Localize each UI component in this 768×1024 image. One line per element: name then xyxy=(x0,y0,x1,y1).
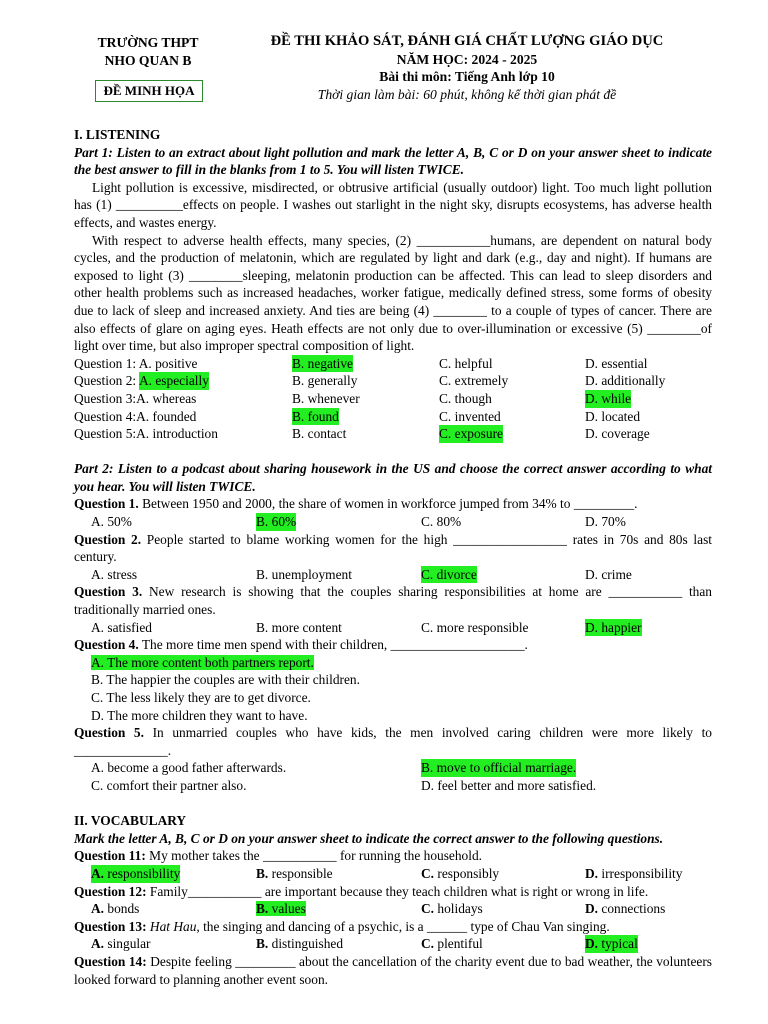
question-row-5 xyxy=(74,425,712,443)
q11-option-a[interactable] xyxy=(91,865,180,883)
q13-italic-term: Hat Hau xyxy=(146,918,197,934)
q11-c-text: responsibly xyxy=(434,865,500,881)
q13-options xyxy=(74,935,712,953)
q11-option-d[interactable] xyxy=(585,865,682,883)
q12-a-letter: A. xyxy=(91,901,105,917)
q11-a-letter: A. xyxy=(91,865,105,881)
exam-header xyxy=(240,33,694,103)
q14-number: Question 14: xyxy=(74,953,147,969)
p2-q2-option-a[interactable]: A. stress xyxy=(91,566,138,582)
q2-option-d[interactable]: D. additionally xyxy=(585,373,666,389)
q3-option-b[interactable]: B. whenever xyxy=(292,390,360,406)
school-line-2: NHO QUAN B xyxy=(104,52,192,68)
q12-option-c[interactable] xyxy=(421,900,483,918)
p2-q4-option-d[interactable]: D. The more children they want to have. xyxy=(91,707,308,723)
school-line-1: TRƯỜNG THPT xyxy=(97,35,199,50)
school-name xyxy=(78,34,218,69)
p2-q4-text: The more time men spend with their children, ____________________. xyxy=(138,637,528,653)
q5-option-b[interactable]: B. contact xyxy=(292,426,347,442)
p2-q4-option-a-line xyxy=(74,654,712,672)
p2-q3-options xyxy=(74,619,712,637)
p2-q1-option-a[interactable]: A. 50% xyxy=(91,514,132,530)
p2-q3-text: New research is showing that the couples sharing responsibilities at home are ___________ than traditionally married ones. xyxy=(74,584,713,618)
p2-q5-option-c[interactable]: C. comfort their partner also. xyxy=(91,777,247,793)
q13-option-a[interactable] xyxy=(91,935,151,953)
spacer xyxy=(74,795,712,813)
question-14 xyxy=(74,953,712,988)
q11-c-letter: C. xyxy=(421,865,435,881)
p2-q4-option-a[interactable]: A. The more content both partners report. xyxy=(91,654,314,670)
q4-label: Question 4:A. founded xyxy=(74,408,197,424)
q13-option-c[interactable] xyxy=(421,935,483,953)
q13-c-letter: C. xyxy=(421,936,435,952)
question-row-4 xyxy=(74,408,712,426)
q12-b-text: values xyxy=(268,901,306,917)
p2-q2-option-c[interactable]: C. divorce xyxy=(421,566,477,582)
p2-q2-options xyxy=(74,566,712,584)
q12-c-text: holidays xyxy=(434,901,483,917)
q11-option-c[interactable] xyxy=(421,865,499,883)
exam-time: Thời gian làm bài: 60 phút, không kể thời gian phát đề xyxy=(317,86,617,102)
q12-option-b[interactable] xyxy=(256,900,306,918)
p2-question-5 xyxy=(74,724,712,759)
q2-label: Question 2: xyxy=(74,373,137,389)
p2-q4-number: Question 4. xyxy=(74,637,139,653)
q5-option-d[interactable]: D. coverage xyxy=(585,426,650,442)
q13-d-text: typical xyxy=(598,936,638,952)
q13-number: Question 13: xyxy=(74,918,147,934)
q14-text: Despite feeling _________ about the cancellation of the charity event due to bad weather, the volunteers looked forward to planning another event soon. xyxy=(74,953,712,987)
q12-d-text: connections xyxy=(598,901,666,917)
q11-d-text: irresponsibility xyxy=(598,865,683,881)
q12-c-letter: C. xyxy=(421,901,435,917)
q2-option-c[interactable]: C. extremely xyxy=(439,373,509,389)
p2-q5-options-row-2 xyxy=(74,777,712,795)
q13-b-letter: B. xyxy=(256,936,269,952)
p2-q5-number: Question 5. xyxy=(74,725,144,741)
q13-option-d[interactable] xyxy=(585,935,638,953)
q12-b-letter: B. xyxy=(256,901,269,917)
q13-option-b[interactable] xyxy=(256,935,343,953)
q11-number: Question 11: xyxy=(74,848,146,864)
q12-option-a[interactable] xyxy=(91,900,139,918)
part1-instruction: Part 1: Listen to an extract about light pollution and mark the letter A, B, C or D on your answer sheet to indicate the best answer to fill in the blanks from 1 to 5. You will listen TWICE. xyxy=(74,144,712,178)
q1-option-c[interactable]: C. helpful xyxy=(439,355,493,371)
q1-label: Question 1: A. positive xyxy=(74,355,198,371)
p2-q5-option-d[interactable]: D. feel better and more satisfied. xyxy=(421,777,597,793)
p2-q2-option-b[interactable]: B. unemployment xyxy=(256,566,352,582)
q12-d-letter: D. xyxy=(585,901,599,917)
q3-option-d[interactable]: D. while xyxy=(585,390,632,406)
q3-option-c[interactable]: C. though xyxy=(439,390,492,406)
vocabulary-instruction: Mark the letter A, B, C or D on your answer sheet to indicate the correct answer to the following questions. xyxy=(74,830,664,846)
p2-q4-option-c[interactable]: C. The less likely they are to get divorce. xyxy=(91,690,311,705)
vocabulary-heading: II. VOCABULARY xyxy=(74,813,187,829)
q11-option-b[interactable] xyxy=(256,865,333,883)
p2-question-1 xyxy=(74,495,712,513)
q13-c-text: plentiful xyxy=(434,936,483,952)
p2-question-2 xyxy=(74,531,712,566)
p2-q3-number: Question 3. xyxy=(74,584,143,600)
p2-q2-option-d[interactable]: D. crime xyxy=(585,566,632,582)
q5-label: Question 5:A. introduction xyxy=(74,426,218,442)
question-11 xyxy=(74,847,712,865)
part1-paragraph-1: Light pollution is excessive, misdirected, or obtrusive artificial (usually outdoor) light. Too much light pollution has (1) __________effects on people. I washes out starlight in the night sky, disrupts ecosystems, has adverse health effects, and wastes energy. xyxy=(74,179,712,230)
question-row-1 xyxy=(74,355,712,373)
q13-b-text: distinguished xyxy=(268,936,344,952)
sample-exam-stamp: ĐỀ MINH HỌA xyxy=(95,80,203,102)
p2-q1-option-b[interactable]: B. 60% xyxy=(256,514,297,530)
p2-q5-text: In unmarried couples who have kids, the men involved caring children were more likely to ______________. xyxy=(74,725,712,758)
listening-heading: I. LISTENING xyxy=(74,127,161,142)
question-row-2 xyxy=(74,372,712,390)
q11-text: My mother takes the ___________ for running the household. xyxy=(145,848,483,864)
p2-q2-text: People started to blame working women for the high _________________ rates in 70s and 80s last century. xyxy=(74,531,713,565)
p2-q1-options xyxy=(74,513,712,531)
p2-q3-option-c[interactable]: C. more responsible xyxy=(421,619,529,635)
q2-option-a[interactable]: A. especially xyxy=(139,373,209,389)
q12-options xyxy=(74,900,712,918)
q1-option-d[interactable]: D. essential xyxy=(585,355,648,371)
q11-b-letter: B. xyxy=(256,865,269,881)
spacer xyxy=(74,443,712,461)
p2-q5-options-row-1 xyxy=(74,759,712,777)
p2-q1-option-d[interactable]: D. 70% xyxy=(585,514,626,530)
q12-option-d[interactable] xyxy=(585,900,665,918)
q13-d-letter: D. xyxy=(585,936,599,952)
p2-q4-option-b[interactable]: B. The happier the couples are with their children. xyxy=(91,672,360,688)
q13-a-text: singular xyxy=(104,936,151,952)
p2-q1-number: Question 1. xyxy=(74,496,139,512)
exam-body xyxy=(74,126,712,988)
school-year: NĂM HỌC: 2024 - 2025 xyxy=(396,51,538,67)
q5-option-c[interactable]: C. exposure xyxy=(439,426,503,442)
p2-q1-option-c[interactable]: C. 80% xyxy=(421,514,462,530)
q13-a-letter: A. xyxy=(91,936,105,952)
p2-q5-option-b[interactable]: B. move to official marriage. xyxy=(421,760,577,776)
p2-q3-option-b[interactable]: B. more content xyxy=(256,619,342,635)
p2-q5-option-a[interactable]: A. become a good father afterwards. xyxy=(91,760,287,776)
part2-instruction: Part 2: Listen to a podcast about sharing housework in the US and choose the correct answer according to what you hear. You will listen TWICE. xyxy=(74,461,712,494)
q4-option-d[interactable]: D. located xyxy=(585,408,641,424)
exam-title: ĐỀ THI KHẢO SÁT, ĐÁNH GIÁ CHẤT LƯỢNG GIÁO DỤC xyxy=(270,33,664,49)
p2-q3-option-d[interactable]: D. happier xyxy=(585,619,642,635)
q12-a-text: bonds xyxy=(104,901,140,917)
q11-options xyxy=(74,865,712,883)
p2-question-4 xyxy=(74,636,712,654)
q4-option-b[interactable]: B. found xyxy=(292,408,339,424)
q4-option-c[interactable]: C. invented xyxy=(439,408,501,424)
question-row-3 xyxy=(74,390,712,408)
q12-number: Question 12: xyxy=(74,883,147,899)
q3-label: Question 3:A. whereas xyxy=(74,390,197,406)
question-12 xyxy=(74,883,712,901)
p2-q1-text: Between 1950 and 2000, the share of women in workforce jumped from 34% to _________. xyxy=(138,496,638,512)
q13-text: , the singing and dancing of a psychic, is a ______ type of Chau Van singing. xyxy=(196,918,610,934)
q11-b-text: responsible xyxy=(268,865,333,881)
q1-option-b[interactable]: B. negative xyxy=(292,355,353,371)
q11-d-letter: D. xyxy=(585,865,599,881)
q12-text: Family___________ are important because they teach children what is right or wrong in life. xyxy=(146,883,649,899)
p2-question-3 xyxy=(74,583,712,618)
q2-option-b[interactable]: B. generally xyxy=(292,373,358,389)
q11-a-text: responsibility xyxy=(104,865,181,881)
exam-subject: Bài thi môn: Tiếng Anh lớp 10 xyxy=(379,69,555,84)
p2-q2-number: Question 2. xyxy=(74,531,142,547)
question-13 xyxy=(74,918,712,936)
part1-paragraph-2: With respect to adverse health effects, many species, (2) ___________humans, are dependent on natural body cycles, and the production of melatonin, which are regulated by light and dark (e.g., day and night). If humans are exposed to light (3) ________sleeping, melatonin production can be affected. This can lead to sleep disorders and other health problems such as increased headaches, worker fatigue, medically defined stress, some forms of obesity due to lack of sleep and increased anxiety. And ties are being (4) ________ to a couple of types of cancer. There are also effects of glare on aging eyes. Heath effects are not only due to over-illumination or excessive (5) ________of light over time, but also improper spectral composition of light. xyxy=(74,232,712,354)
p2-q3-option-a[interactable]: A. satisfied xyxy=(91,619,152,635)
